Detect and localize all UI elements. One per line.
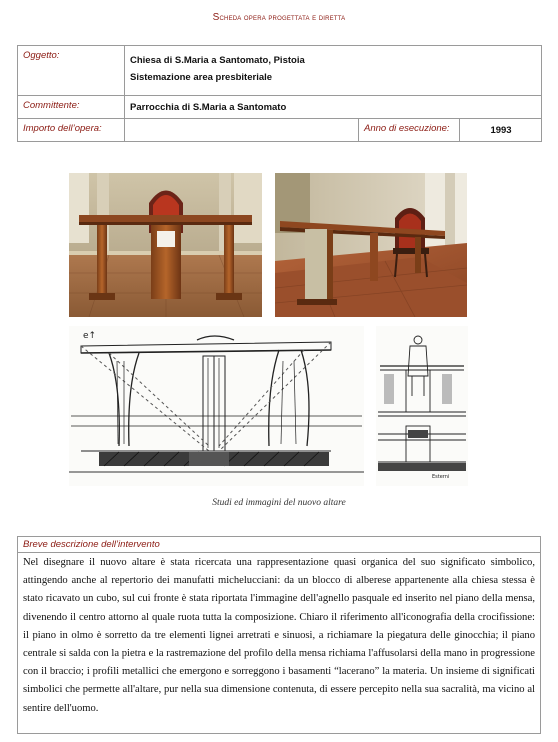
committente-label: Committente: (18, 96, 125, 119)
description-title: Breve descrizione dell’intervento (18, 537, 540, 553)
row-oggetto (18, 46, 542, 96)
oggetto-line1: Chiesa di S.Maria a Santomato, Pistoia (130, 55, 305, 66)
altar-side-photo (275, 173, 467, 317)
committente-value: Parrocchia di S.Maria a Santomato (125, 96, 542, 119)
description-text: Nel disegnare il nuovo altare è stata ricercata una rappresentazione quasi organica del suo significato simbolico, attingendo anche al repertorio dei manufatti michelucciani: da un blocco di alberese appartenente alla chiesa stessa è stato ricavato un cubo, sul cui fronte è stata riportata l'immagine dell'agnello pasquale ed inserito nel piano della mensa, divenendo il centro attorno al quale ruota tutta la composizione. Chiaro il riferimento all'iconografia della crocifissione: il piano in olmo è sorretto da tre elementi lignei arretrati e sinuosi, a richiamare la piegatura delle ginocchia; il piano centrale si salda con la pietra e la rastremazione del profilo della mensa richiama l'affusolarsi della mano in progressione con il braccio; i profili metallici che emergono e sorreggono i basamenti “lacerano” la materia. Un insieme di significati simbolici che permette all'altare, pur nella sua dimensione contenuta, di essere percepito nella sua sacralità, ma vicino al sentire dell'uomo. (23, 557, 535, 714)
row-committente (18, 96, 542, 119)
oggetto-label: Oggetto: (18, 46, 125, 96)
anno-label: Anno di esecuzione: (359, 119, 460, 142)
description-box (17, 536, 541, 734)
sketch-annotation-left: e↑ (83, 331, 97, 341)
importo-label: Importo dell’opera: (18, 119, 125, 142)
altar-front-photo (69, 173, 262, 317)
row-importo (18, 119, 542, 142)
altar-elevation-sketch (69, 326, 364, 486)
page-header-title (0, 12, 558, 23)
header-title-rest: cheda opera progettata e diretta (219, 13, 346, 22)
altar-section-sketch (376, 326, 468, 486)
importo-value (125, 119, 359, 142)
oggetto-line2: Sistemazione area presbiteriale (130, 72, 273, 83)
anno-value: 1993 (460, 119, 542, 142)
figures-caption: Studi ed immagini del nuovo altare (212, 498, 346, 508)
info-table (17, 45, 542, 142)
header-title-initial: S (212, 12, 220, 23)
oggetto-value (125, 46, 542, 96)
sketch-annotation-right: Esterni (432, 474, 450, 480)
